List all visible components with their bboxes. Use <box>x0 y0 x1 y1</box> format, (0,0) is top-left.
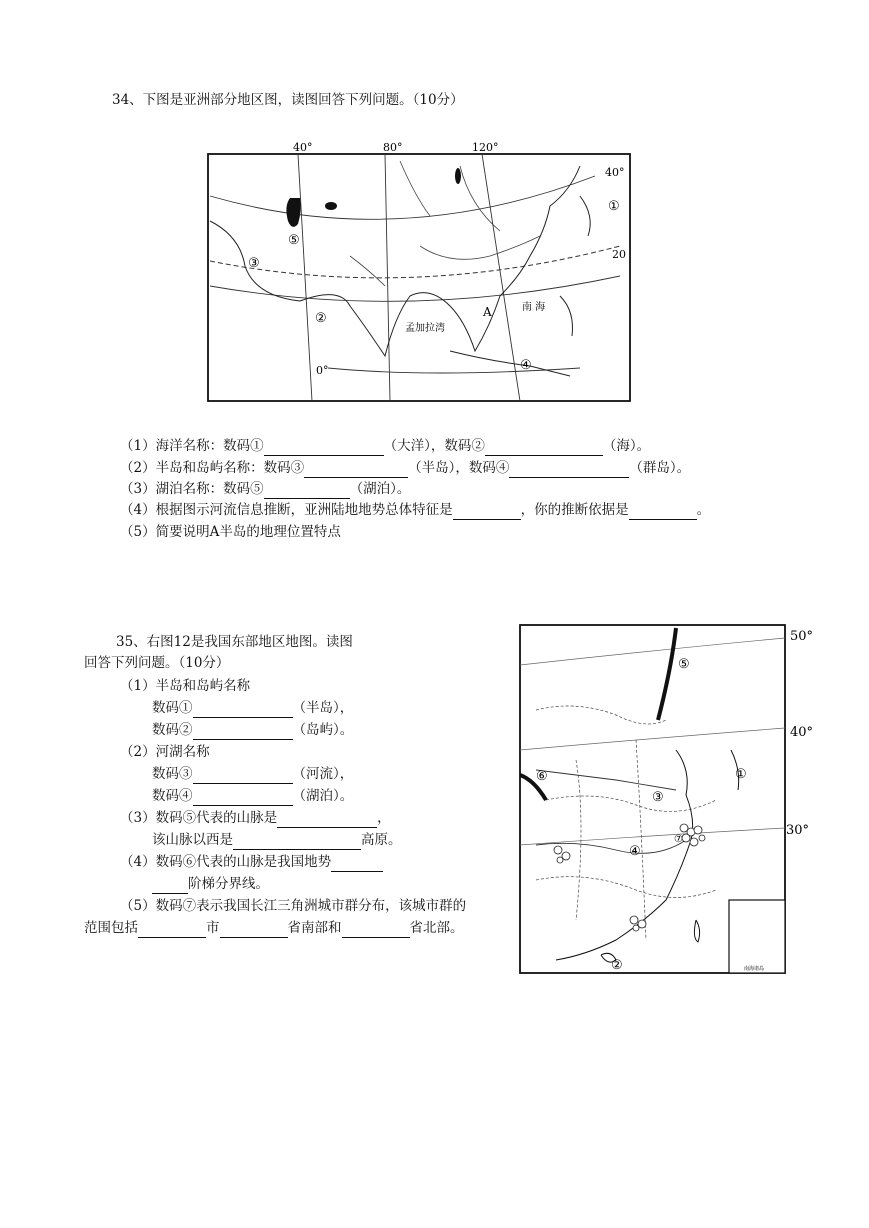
answer-blank[interactable] <box>453 505 521 520</box>
q35-title-line1: 35、右图12是我国东部地区地图。读图 <box>116 634 353 650</box>
marker-5: ⑤ <box>288 233 300 248</box>
marker-5: ⑤ <box>678 657 690 672</box>
answer-blank[interactable] <box>193 703 293 718</box>
label-bay-of-bengal: 孟加拉湾 <box>405 323 445 334</box>
marker-4: ④ <box>520 358 532 373</box>
answer-blank[interactable] <box>509 463 629 478</box>
lat-label-50: 50° <box>790 629 814 644</box>
q35-s1a: 数码① （半岛）， <box>152 700 354 716</box>
marker-6: ⑥ <box>536 769 548 784</box>
q35-s1b: 数码② （岛屿）。 <box>152 722 354 738</box>
marker-3: ③ <box>652 790 664 805</box>
q35-s4a: （4）数码⑥代表的山脉是我国地势 <box>120 852 383 872</box>
south-sea-inset <box>729 900 785 973</box>
label-peninsula-a: A <box>483 305 492 319</box>
answer-blank[interactable] <box>233 835 361 850</box>
lon-label-120: 120° <box>472 141 499 154</box>
answer-blank[interactable] <box>342 923 410 938</box>
marker-2: ② <box>611 958 623 973</box>
q35-s1: （1）半岛和岛屿名称 <box>120 678 251 694</box>
q34-item-1: （1）海洋名称：数码① （大洋），数码② （海）。 <box>120 438 651 454</box>
q34-item-5: （5）简要说明A半岛的地理位置特点 <box>120 524 341 540</box>
marker-1: ① <box>608 199 620 214</box>
q35-s5a: （5）数码⑦表示我国长江三角洲城市群分布，该城市群的 <box>120 898 467 914</box>
lon-label-40: 40° <box>293 141 313 154</box>
lat-label-20: 20 <box>612 248 626 261</box>
asia-map-frame <box>208 154 630 401</box>
asia-map <box>200 136 640 406</box>
answer-blank[interactable] <box>277 813 377 828</box>
lake-baikal <box>455 168 461 184</box>
q35-s4b: 阶梯分界线。 <box>152 874 269 894</box>
marker-3: ③ <box>248 256 260 271</box>
inset-label: 南海诸岛 <box>744 966 765 972</box>
marker-2: ② <box>315 311 327 326</box>
answer-blank[interactable] <box>138 923 206 938</box>
q35-s3b: 该山脉以西是 高原。 <box>152 832 402 848</box>
lat-label-0: 0° <box>316 364 329 377</box>
q35-s2a: 数码③ （河流）， <box>152 766 354 782</box>
marker-7: ⑦ <box>674 834 683 845</box>
q35-s3a: （3）数码⑤代表的山脉是 ， <box>120 810 391 826</box>
answer-blank[interactable] <box>331 857 383 872</box>
q34-item-4: （4）根据图示河流信息推断，亚洲陆地地势总体特征是 ，你的推断依据是 。 <box>120 502 711 518</box>
marker-4: ④ <box>629 844 641 859</box>
marker-1: ① <box>735 767 747 782</box>
q34-item-3: （3）湖泊名称：数码⑤ （湖泊）。 <box>120 481 411 497</box>
answer-blank[interactable] <box>220 923 288 938</box>
answer-blank[interactable] <box>193 725 293 740</box>
q35-s2: （2）河湖名称 <box>120 744 210 760</box>
answer-blank[interactable] <box>193 769 293 784</box>
label-south-china-sea: 南 海 <box>522 302 546 313</box>
answer-blank[interactable] <box>264 441 384 456</box>
answer-blank[interactable] <box>485 441 603 456</box>
q34-item-2: （2）半岛和岛屿名称：数码③ （半岛），数码④ （群岛）。 <box>120 460 691 476</box>
answer-blank[interactable] <box>304 463 408 478</box>
lat-label-40: 40° <box>790 725 814 740</box>
lon-label-80: 80° <box>383 141 403 154</box>
q35-title-line2: 回答下列问题。（10分） <box>84 655 230 671</box>
answer-blank[interactable] <box>629 505 697 520</box>
lat-label-40: 40° <box>605 166 625 179</box>
east-china-map <box>516 620 816 978</box>
answer-blank[interactable] <box>264 484 350 499</box>
lake-aral <box>325 202 337 210</box>
answer-blank[interactable] <box>193 791 293 806</box>
q35-s2b: 数码④ （湖泊）。 <box>152 788 354 804</box>
answer-blank[interactable] <box>152 879 188 894</box>
q35-s5b: 范围包括 市 省南部和 省北部。 <box>84 920 464 936</box>
q34-title: 34、下图是亚洲部分地区图，读图回答下列问题。（10分） <box>112 92 464 108</box>
lat-label-30: 30° <box>786 823 810 838</box>
